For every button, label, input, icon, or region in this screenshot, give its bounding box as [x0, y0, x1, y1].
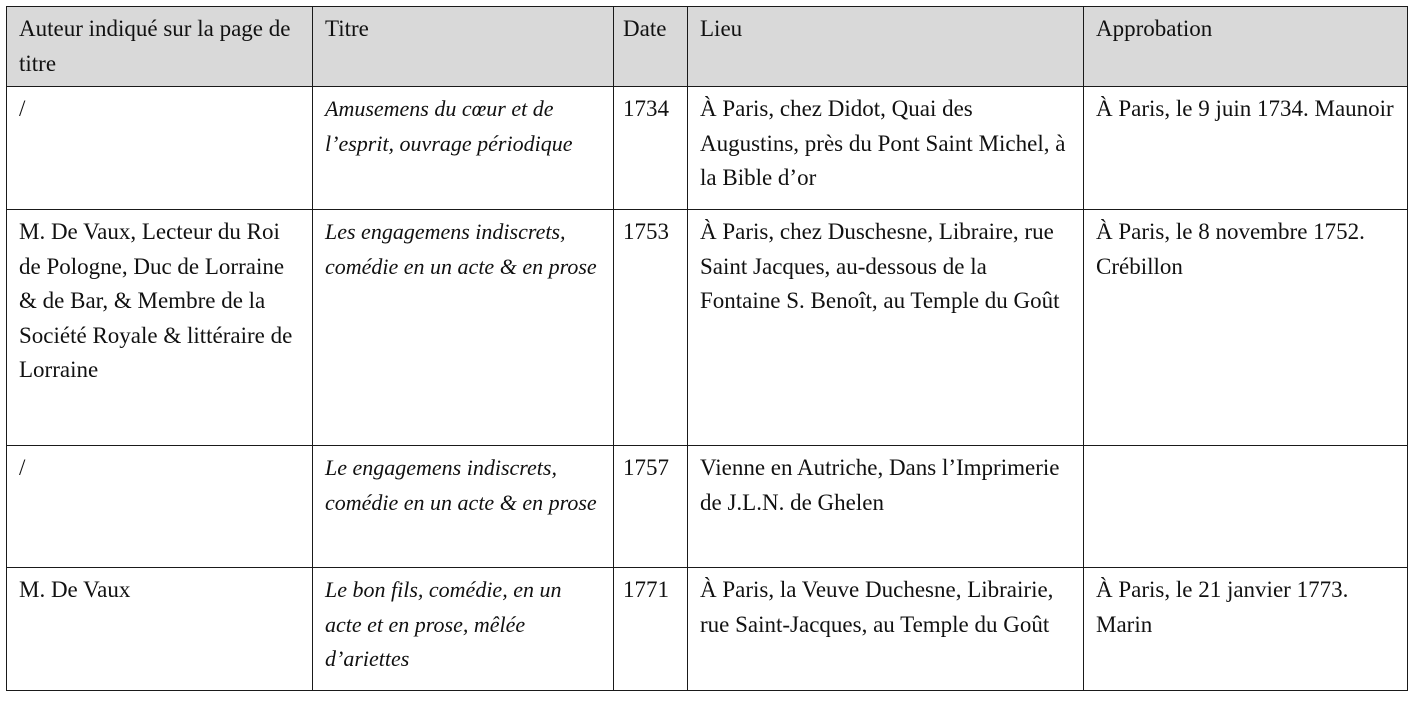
cell-date: 1734: [614, 87, 688, 210]
cell-approbation: À Paris, le 21 janvier 1773. Marin: [1084, 568, 1408, 691]
table-header: [7, 7, 1408, 87]
table-body: [7, 87, 1408, 691]
cell-approbation: [1084, 446, 1408, 568]
header-date: Date: [614, 7, 688, 87]
table-row: [7, 87, 1408, 210]
cell-title: Les engagemens indiscrets, comédie en un acte & en prose: [313, 210, 614, 446]
cell-date: 1757: [614, 446, 688, 568]
cell-date: 1753: [614, 210, 688, 446]
header-approbation: Approbation: [1084, 7, 1408, 87]
cell-author: M. De Vaux: [7, 568, 313, 691]
cell-place: À Paris, la Veuve Duchesne, Librairie, rue Saint-Jacques, au Temple du Goût: [688, 568, 1084, 691]
header-author: Auteur indiqué sur la page de titre: [7, 7, 313, 87]
header-row: [7, 7, 1408, 87]
cell-place: Vienne en Autriche, Dans l’Imprimerie de J.L.N. de Ghelen: [688, 446, 1084, 568]
cell-title: Le bon fils, comédie, en un acte et en prose, mêlée d’ariettes: [313, 568, 614, 691]
header-title: Titre: [313, 7, 614, 87]
table-row: [7, 568, 1408, 691]
cell-approbation: À Paris, le 9 juin 1734. Maunoir: [1084, 87, 1408, 210]
cell-approbation: À Paris, le 8 novembre 1752. Crébillon: [1084, 210, 1408, 446]
header-place: Lieu: [688, 7, 1084, 87]
cell-title: Le engagemens indiscrets, comédie en un acte & en prose: [313, 446, 614, 568]
cell-place: À Paris, chez Didot, Quai des Augustins, près du Pont Saint Michel, à la Bible d’or: [688, 87, 1084, 210]
cell-title: Amusemens du cœur et de l’esprit, ouvrage périodique: [313, 87, 614, 210]
cell-author: /: [7, 446, 313, 568]
table-row: [7, 210, 1408, 446]
table-row: [7, 446, 1408, 568]
cell-author: M. De Vaux, Lecteur du Roi de Pologne, Duc de Lorraine & de Bar, & Membre de la Société Royale & littéraire de Lorraine: [7, 210, 313, 446]
cell-place: À Paris, chez Duschesne, Libraire, rue Saint Jacques, au-dessous de la Fontaine S. Benoît, au Temple du Goût: [688, 210, 1084, 446]
cell-date: 1771: [614, 568, 688, 691]
bibliography-table: [6, 6, 1408, 691]
cell-author: /: [7, 87, 313, 210]
